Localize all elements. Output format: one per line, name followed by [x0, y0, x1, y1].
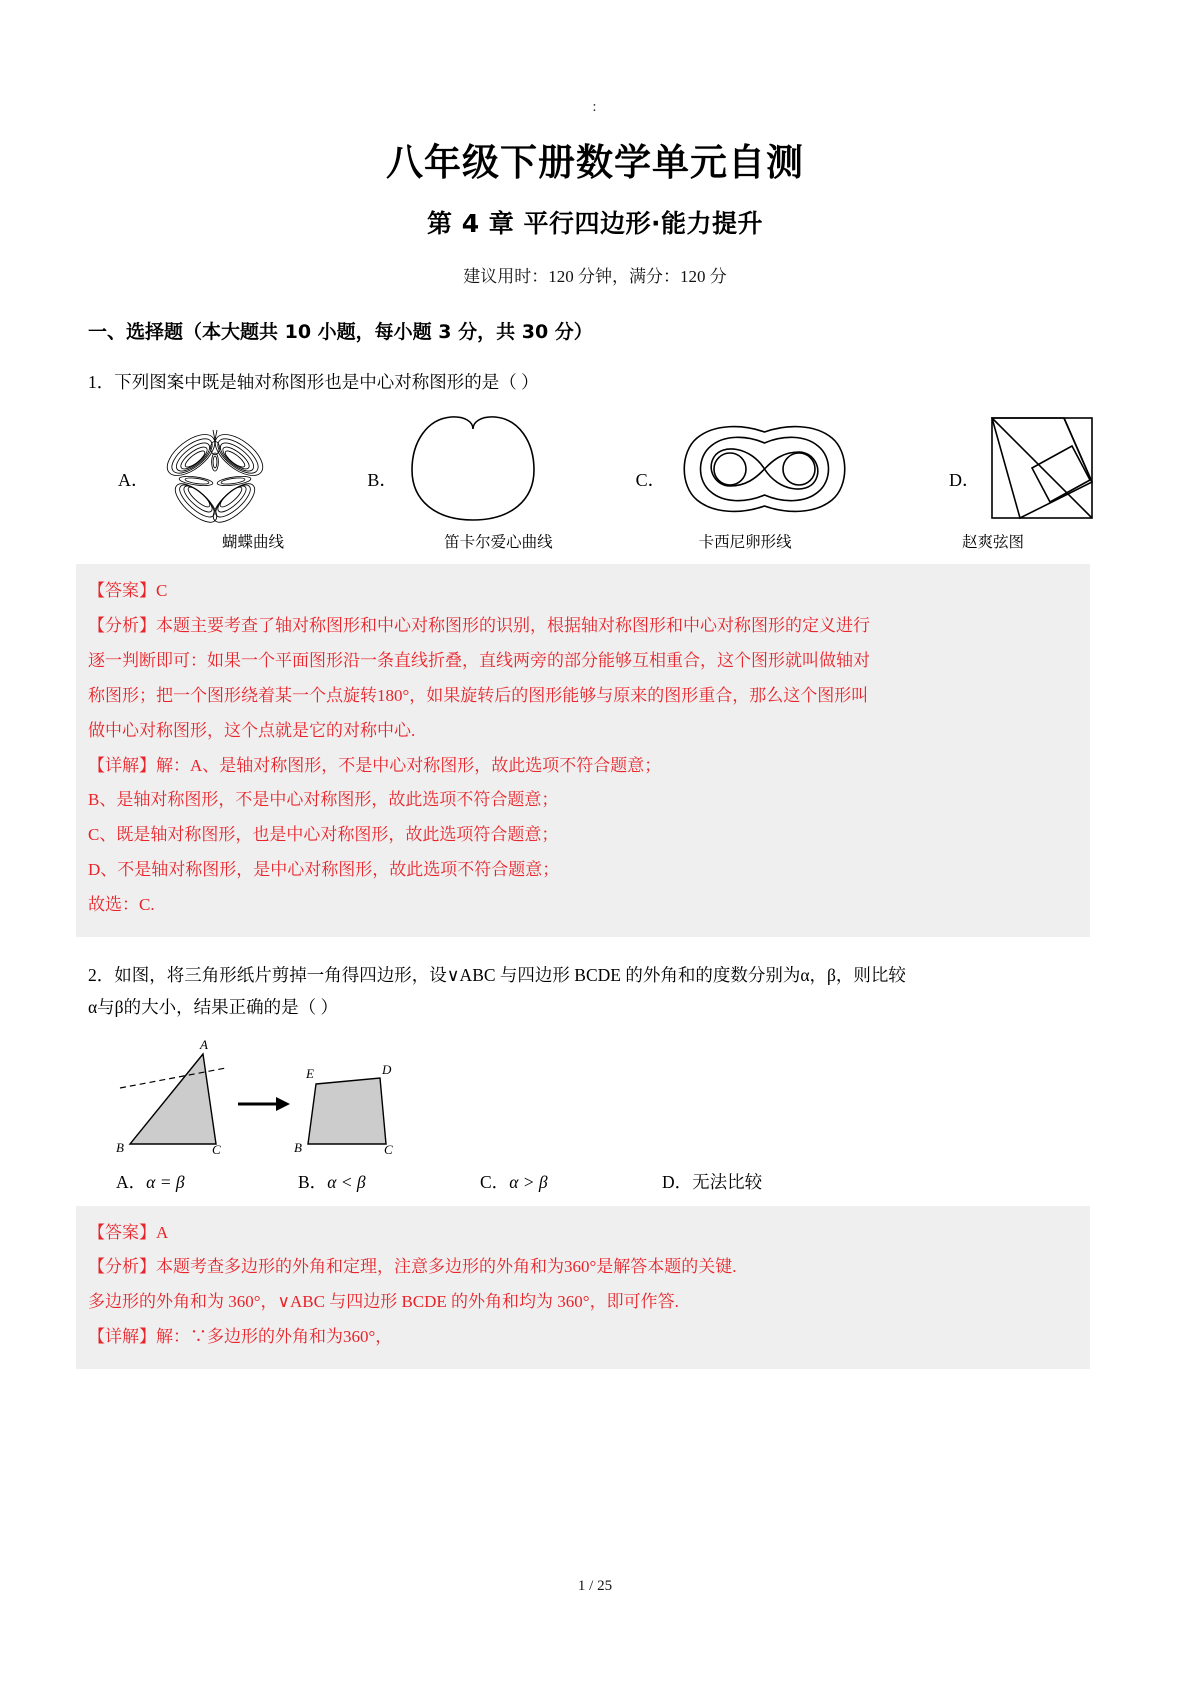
q2-option-c [480, 1169, 662, 1194]
q2-option-d-letter: D． [662, 1171, 693, 1192]
q2-option-a-letter: A． [116, 1171, 147, 1192]
question-2-options [88, 1169, 1102, 1194]
question-2-stem-line-1: 2．如图，将三角形纸片剪掉一角得四边形，设∨ABC 与四边形 BCDE 的外角和的度数分别为α，β，则比较 [88, 964, 906, 985]
q1-detail-line-2: B、是轴对称图形，不是中心对称图形，故此选项不符合题意； [88, 790, 559, 810]
q2-option-b-letter: B． [298, 1171, 328, 1192]
header-colon-mark: : [592, 99, 598, 115]
svg-text:E: E [306, 1065, 314, 1081]
cardioid-curve-icon [403, 410, 543, 528]
svg-text:C: C [384, 1141, 393, 1156]
triangle-to-quad-diagram-icon [108, 1036, 438, 1156]
option-a-cell [118, 410, 275, 528]
svg-text:A: A [200, 1036, 208, 1052]
q2-analysis-line-1 [88, 1250, 1078, 1285]
q2-option-c-text: α > β [509, 1171, 548, 1192]
q2-option-c-letter: C． [480, 1171, 510, 1192]
svg-text:D: D [382, 1061, 392, 1077]
q1-analysis-line-4: 做中心对称图形，这个点就是它的对称中心. [88, 720, 416, 740]
q2-analysis-line-2: 多边形的外角和为 360°，∨ABC 与四边形 BCDE 的外角和均为 360°，即可作答. [88, 1292, 679, 1312]
q1-analysis-text-1: 本题主要考查了轴对称图形和中心对称图形的识别，根据轴对称图形和中心对称图形的定义进行 [156, 616, 870, 636]
caption-option-d: 赵爽弦图 [961, 534, 1024, 552]
option-b-cell [367, 410, 543, 528]
question-1-figures [88, 408, 1102, 528]
q1-detail-line-1 [88, 749, 1078, 784]
question-2-stem-line-2: α与β的大小，结果正确的是（ ） [88, 997, 338, 1018]
q1-detail-line-4: D、不是轴对称图形，是中心对称图形，故此选项不符合题意； [88, 860, 560, 880]
q1-analysis-line-3: 称图形；把一个图形绕着某一个点旋转180°，如果旋转后的图形能够与原来的图形重合，那么这个图形叫 [88, 685, 869, 705]
question-2-answer-block [76, 1206, 1090, 1369]
page-title: 八年级下册数学单元自测 [386, 141, 804, 184]
question-1-stem: 1．下列图案中既是轴对称图形也是中心对称图形的是（ ） [88, 372, 539, 392]
q1-detail-line-5: 故选：C. [88, 894, 155, 914]
q2-answer-line: 【答案】A [88, 1222, 169, 1242]
zhaoshuang-xiantu-icon [986, 410, 1096, 528]
question-2-stem [88, 959, 1102, 1024]
q2-option-a [116, 1169, 298, 1194]
question-1-captions [88, 530, 1102, 552]
option-c-cell [636, 410, 857, 528]
section-heading-choice: 一、选择题（本大题共 10 小题，每小题 3 分，共 30 分） [88, 321, 593, 343]
svg-text:B: B [294, 1139, 302, 1155]
svg-text:B: B [116, 1139, 124, 1155]
caption-option-b: 笛卡尔爱心曲线 [444, 534, 553, 552]
q1-analysis-line-2: 逐一判断即可：如果一个平面图形沿一条直线折叠，直线两旁的部分能够互相重合，这个图形就叫做轴对 [88, 651, 870, 671]
exam-meta: 建议用时：120 分钟，满分：120 分 [463, 267, 727, 286]
q1-analysis-tag: 【分析】 [88, 616, 156, 636]
q2-detail-tag: 【详解】 [88, 1327, 156, 1347]
option-b-letter: B． [367, 470, 398, 491]
q2-analysis-tag: 【分析】 [88, 1257, 156, 1277]
caption-option-a: 蝴蝶曲线 [221, 534, 284, 552]
cassini-oval-icon [672, 410, 857, 528]
q1-detail-line-3: C、既是轴对称图形，也是中心对称图形，故此选项符合题意； [88, 825, 559, 845]
page-content [88, 0, 1102, 1369]
q2-option-b-text: α < β [327, 1171, 366, 1192]
caption-option-c: 卡西尼卵形线 [698, 534, 792, 552]
butterfly-curve-icon [155, 410, 275, 528]
q2-option-b [298, 1169, 480, 1194]
option-d-letter: D． [948, 470, 980, 491]
question-2-figure [88, 1036, 1102, 1161]
q2-option-a-text: α = β [146, 1171, 185, 1192]
option-a-letter: A． [118, 470, 149, 491]
q2-detail-text-1: 解：∵多边形的外角和为360°， [156, 1327, 393, 1347]
q1-answer-line: 【答案】C [88, 581, 168, 601]
svg-text:C: C [212, 1141, 221, 1156]
page-number: 1 / 25 [577, 1578, 613, 1594]
q1-detail-tag: 【详解】 [88, 755, 156, 775]
q1-detail-text-1: 解：A、是轴对称图形，不是中心对称图形，故此选项不符合题意； [156, 755, 662, 775]
q1-analysis-line-1 [88, 609, 1078, 644]
question-1-answer-block [76, 564, 1090, 936]
option-c-letter: C． [635, 470, 666, 491]
page-subtitle: 第 4 章 平行四边形·能力提升 [426, 209, 763, 238]
option-d-cell [949, 410, 1096, 528]
q2-detail-line-1 [88, 1320, 1078, 1355]
q2-analysis-text-1: 本题考查多边形的外角和定理，注意多边形的外角和为360°是解答本题的关键. [156, 1257, 737, 1277]
q2-option-d [662, 1169, 844, 1194]
q2-option-d-text: 无法比较 [692, 1171, 763, 1192]
